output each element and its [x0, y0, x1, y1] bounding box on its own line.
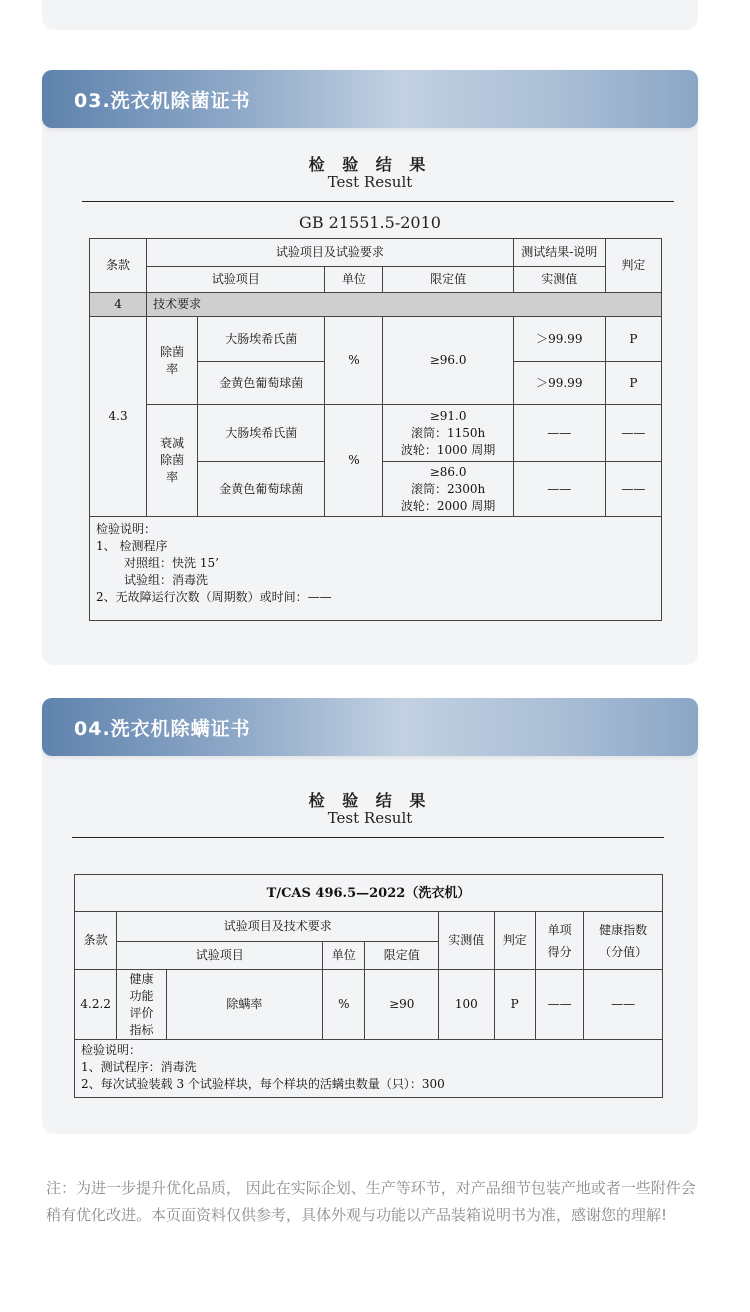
row-single-score: ——	[535, 970, 583, 1040]
group1-measured-2: ＞99.99	[513, 362, 605, 405]
sterilization-result-table	[89, 238, 662, 621]
group2-measured-2: ——	[513, 462, 605, 517]
header-clause: 条款	[75, 912, 117, 970]
section-header	[42, 698, 698, 756]
header-item: 试验项目	[117, 942, 323, 970]
row-category: 健康功能评价指标	[117, 970, 166, 1040]
group2-judge-2: ——	[605, 462, 661, 517]
group1-bacteria-2: 金黄色葡萄球菌	[198, 362, 325, 405]
sterilization-certificate-section	[42, 70, 698, 665]
header-health-index: 健康指数 （分值）	[584, 912, 663, 970]
row4-label: 技术要求	[147, 293, 662, 317]
mite-removal-certificate-section	[42, 698, 698, 1134]
cert-title-cn: 检 验 结 果	[308, 155, 432, 174]
row-clause: 4.2.2	[75, 970, 117, 1040]
group2-measured-1: ——	[513, 405, 605, 462]
header-test-items-req: 试验项目及试验要求	[147, 239, 514, 267]
row-health-index: ——	[584, 970, 663, 1040]
header-measured: 实测值	[439, 912, 494, 970]
group1-bacteria-1: 大肠埃希氏菌	[198, 317, 325, 362]
standard-number: GB 21551.5-2010	[299, 213, 441, 232]
group1-judge-1: P	[605, 317, 661, 362]
header-test-items-req: 试验项目及技术要求	[117, 912, 439, 942]
group2-bacteria-2: 金黄色葡萄球菌	[198, 462, 325, 517]
disclaimer-note: 注：为进一步提升优化品质， 因此在实际企划、生产等环节，对产品细节包装产地或者一些附件会稍有优化改进。本页面资料仅供参考，具体外观与功能以产品装箱说明书为准，感谢您的理解!	[46, 1179, 696, 1224]
cert-title-en: Test Result	[327, 809, 413, 827]
header-unit: 单位	[323, 942, 365, 970]
test-notes: 检验说明： 1、 检测程序 对照组：快洗 15’ 试验组：消毒洗 2、无故障运行次数（周期数）或时间：——	[90, 517, 662, 621]
row-measured: 100	[439, 970, 494, 1040]
title-rule	[82, 201, 674, 202]
standard-number: T/CAS 496.5—2022（洗衣机）	[75, 875, 663, 912]
group2-limit-1: ≥91.0 滚筒：1150h 波轮：1000 周期	[383, 405, 513, 462]
group2-bacteria-1: 大肠埃希氏菌	[198, 405, 325, 462]
group2-judge-1: ——	[605, 405, 661, 462]
header-clause: 条款	[90, 239, 147, 293]
group2-name: 衰减除菌率	[147, 405, 198, 517]
row-item: 除螨率	[166, 970, 322, 1040]
section-title: 03.洗衣机除菌证书	[74, 90, 251, 112]
section-header	[42, 70, 698, 128]
row43-clause: 4.3	[90, 317, 147, 517]
group1-unit: %	[325, 317, 383, 405]
group2-limit-2: ≥86.0 滚筒：2300h 波轮：2000 周期	[383, 462, 513, 517]
mite-result-table	[74, 874, 663, 1098]
row-limit: ≥90	[365, 970, 439, 1040]
header-item: 试验项目	[147, 267, 325, 293]
cert-title-cn: 检 验 结 果	[308, 791, 432, 810]
header-unit: 单位	[325, 267, 383, 293]
header-limit: 限定值	[383, 267, 513, 293]
header-result-note: 测试结果-说明	[513, 239, 605, 267]
previous-section-card	[42, 0, 698, 30]
group1-limit: ≥96.0	[383, 317, 513, 405]
header-judge: 判定	[605, 239, 661, 293]
row-judge: P	[494, 970, 535, 1040]
title-rule	[72, 837, 664, 838]
section-title: 04.洗衣机除螨证书	[74, 718, 251, 740]
header-judge: 判定	[494, 912, 535, 970]
group1-measured-1: ＞99.99	[513, 317, 605, 362]
header-measured: 实测值	[513, 267, 605, 293]
group2-unit: %	[325, 405, 383, 517]
test-notes: 检验说明： 1、测试程序：消毒洗 2、每次试验装载 3 个试验样块，每个样块的活螨虫数量（只）：300	[75, 1040, 663, 1098]
row-unit: %	[323, 970, 365, 1040]
header-limit: 限定值	[365, 942, 439, 970]
header-single-score: 单项得分	[535, 912, 583, 970]
row4-clause: 4	[90, 293, 147, 317]
cert-title-en: Test Result	[327, 173, 413, 191]
group1-name: 除菌率	[147, 317, 198, 405]
group1-judge-2: P	[605, 362, 661, 405]
